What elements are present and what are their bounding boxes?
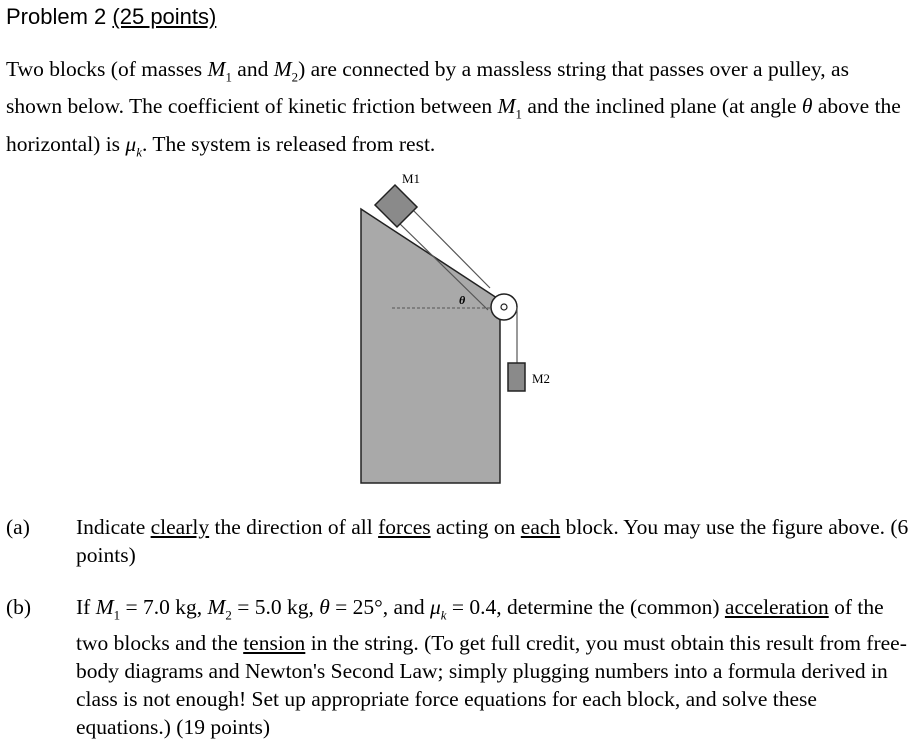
part-a-text-5: acting on (430, 515, 521, 539)
part-b-label: (b) (6, 595, 32, 619)
part-b-var-m1-sub: 1 (113, 608, 121, 623)
part-b-tension: tension (243, 631, 306, 656)
problem-number: Problem 2 (6, 4, 107, 29)
incline-body (361, 209, 500, 483)
part-b-var-m2-sub: 2 (225, 608, 232, 623)
block-m2 (508, 363, 525, 391)
part-b-var-m2: M (207, 595, 226, 619)
incline-pulley-figure (340, 165, 580, 490)
pulley-axle (501, 304, 507, 310)
intro-text-5: above the horizontal) is (6, 94, 901, 156)
part-a-text-7: block. You may use the figure above. (6 points) (76, 515, 909, 567)
intro-text-1: Two blocks (of masses (6, 57, 208, 81)
var-mu-sub: k (136, 144, 142, 159)
part-a-label: (a) (6, 515, 30, 539)
problem-statement (6, 55, 910, 167)
part-b-var-mu-sub: k (440, 608, 447, 623)
label-m1: M1 (402, 171, 421, 186)
problem-points: (25 points) (112, 4, 217, 29)
part-b-text-3: = 5.0 kg, (231, 595, 320, 619)
part-b-var-mu: μ (429, 595, 441, 619)
label-m2: M2 (532, 371, 551, 386)
label-theta: θ (459, 293, 466, 307)
problem-heading (6, 4, 216, 30)
part-b-text-9: in the string. (To get full credit, you must obtain this result from free-body diagrams and Newton's Second Law; simply plugging numbers into a formula derived in class is not enough! Set up appropriate force equations for each block, and solve these equations.) (19 points) (76, 631, 907, 740)
part-a-forces: forces (378, 515, 431, 539)
var-m2-sub: 2 (291, 70, 299, 85)
part-a-text-1: Indicate (76, 515, 151, 539)
var-m1b-sub: 1 (515, 107, 522, 122)
part-b-acceleration: acceleration (724, 595, 829, 619)
part-b-text-1: If (76, 595, 96, 619)
intro-text-6: . The system is released from rest. (141, 131, 436, 156)
intro-text-3: ) are connected by a massless string that passes over a pulley, as shown below. The coefficient of kinetic friction between (6, 57, 849, 119)
part-b-var-m1: M (95, 595, 114, 619)
var-theta: θ (801, 94, 813, 119)
part-b-text-4: = 25°, and (329, 595, 430, 619)
part-b-var-theta: θ (319, 595, 330, 619)
block-m1 (375, 185, 417, 227)
part-b-text-5: = 0.4, determine the (common) (446, 595, 725, 619)
var-mu: μ (125, 131, 137, 156)
part-b-text-2: = 7.0 kg, (120, 595, 208, 619)
var-m1: M (207, 57, 226, 81)
var-m1b: M (497, 94, 516, 119)
part-b-text-7: of the two blocks and the (76, 595, 884, 656)
intro-text-4: and the inclined plane (at angle (521, 94, 802, 119)
part-a-clearly: clearly (150, 515, 210, 539)
part-a-text-3: the direction of all (209, 515, 379, 539)
intro-text-2: and (231, 57, 274, 81)
var-m1-sub: 1 (225, 70, 232, 85)
part-a-each: each (520, 515, 561, 539)
var-m2: M (273, 57, 292, 81)
